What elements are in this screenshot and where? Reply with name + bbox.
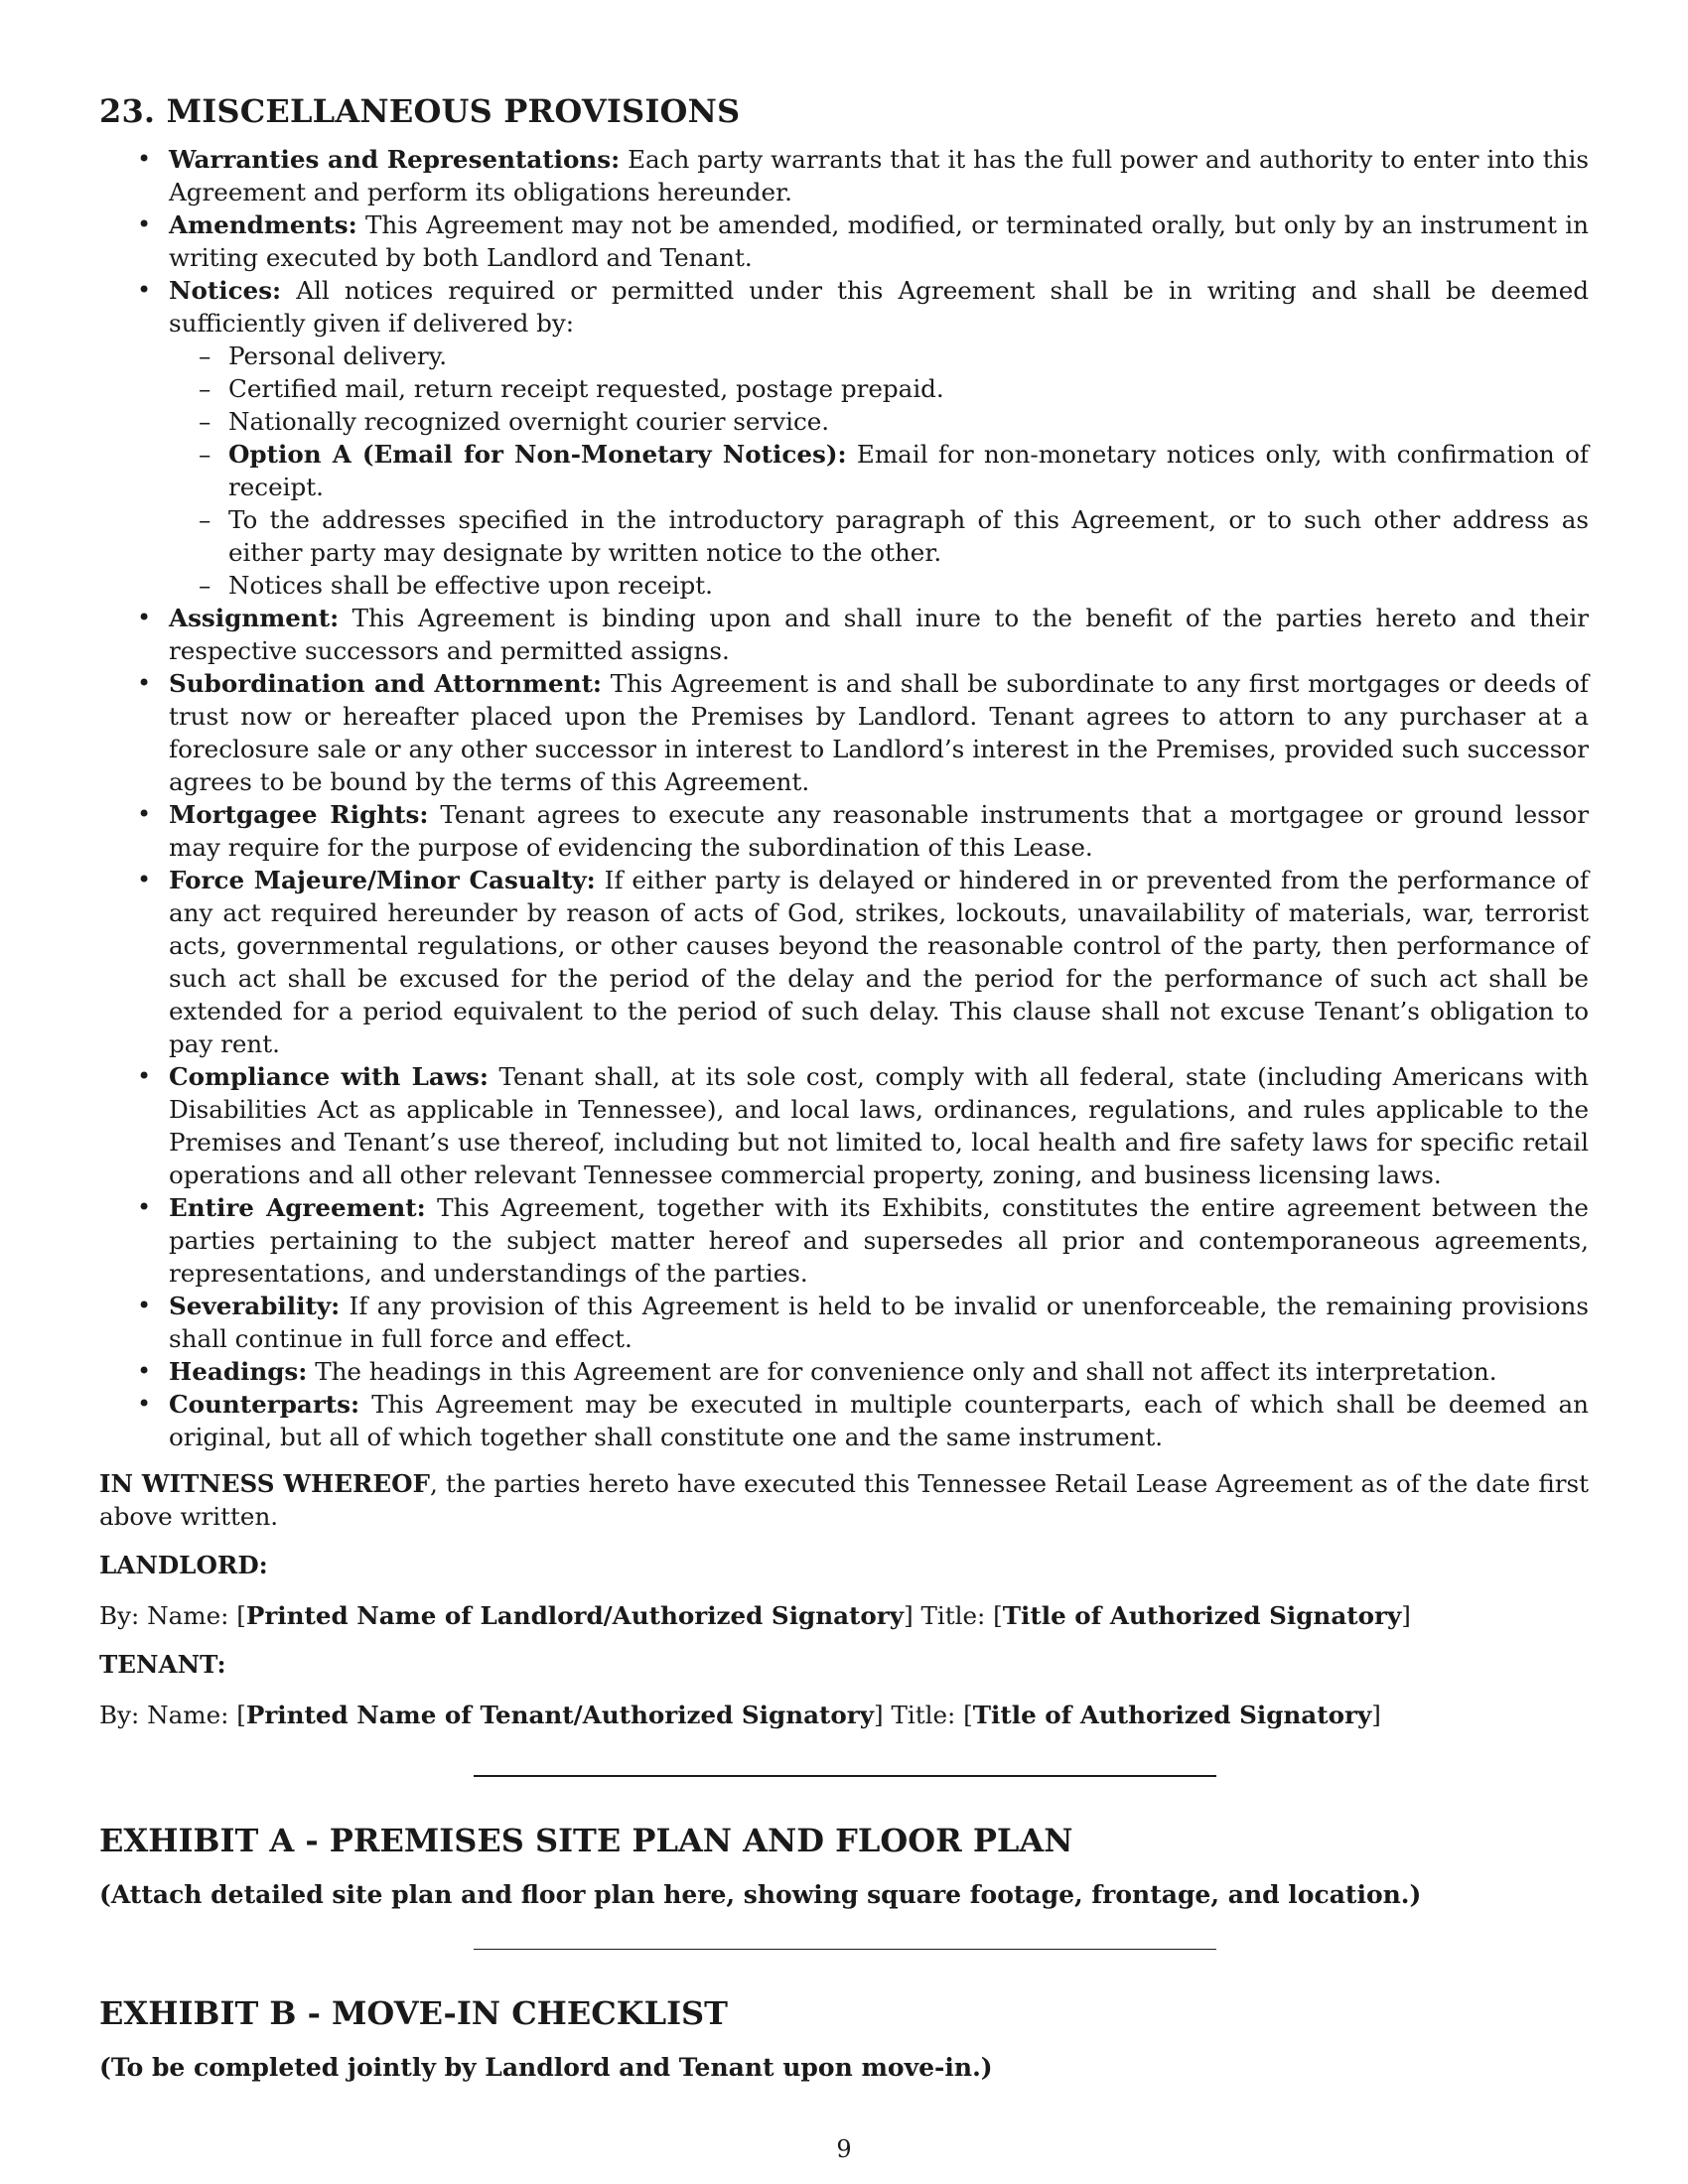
tenant-signature-line	[99, 1699, 1589, 1731]
tenant-title-placeholder: Title of Authorized Signatory	[972, 1701, 1372, 1729]
sub-list-item	[169, 503, 1589, 569]
page-content	[99, 91, 1589, 2084]
sub-item-text: To the addresses specified in the introductory paragraph of this Agreement, or to such other address as either party may designate by written notice to the other.	[228, 505, 1589, 567]
list-item	[99, 1290, 1589, 1355]
sub-list-item	[169, 372, 1589, 405]
list-item	[99, 1060, 1589, 1191]
divider-rule	[474, 1775, 1216, 1777]
item-text: If any provision of this Agreement is held to be invalid or unenforceable, the remaining provisions shall continue in full force and effect.	[169, 1292, 1589, 1353]
landlord-title-placeholder: Title of Authorized Signatory	[1002, 1601, 1402, 1630]
item-text: This Agreement may be executed in multiple counterparts, each of which shall be deemed an original, but all of which together shall constitute one and the same instrument.	[169, 1390, 1589, 1451]
sub-list-item	[169, 340, 1589, 372]
item-text: If either party is delayed or hindered in or prevented from the performance of any act required hereunder by reason of acts of God, strikes, lockouts, unavailability of materials, war, terrorist acts, governmental regulations, or other causes beyond the reasonable control of the party, then performance of such act shall be excused for the period of the delay and the period for the performance of such act shall be extended for a period equivalent to the period of such delay. This clause shall not excuse Tenant’s obligation to pay rent.	[169, 866, 1589, 1058]
tenant-by: By: Name: [	[99, 1701, 246, 1729]
list-item	[99, 1388, 1589, 1453]
item-text: All notices required or permitted under this Agreement shall be in writing and shall be deemed sufficiently given if delivered by:	[169, 276, 1589, 338]
landlord-by: By: Name: [	[99, 1601, 246, 1630]
sub-list-item	[169, 438, 1589, 503]
tenant-close: ]	[1371, 1701, 1381, 1729]
witness-bold: IN WITNESS WHEREOF	[99, 1469, 431, 1498]
list-item	[99, 143, 1589, 208]
item-text: Each party warrants that it has the full power and authority to enter into this Agreement and perform its obligations hereunder.	[169, 145, 1589, 206]
item-text: This Agreement may not be amended, modified, or terminated orally, but only by an instrument in writing executed by both Landlord and Tenant.	[169, 210, 1589, 272]
sub-item-text: Personal delivery.	[228, 341, 448, 370]
item-text: Tenant agrees to execute any reasonable instruments that a mortgagee or ground lessor may require for the purpose of evidencing the subordination of this Lease.	[169, 800, 1589, 862]
sub-item-text: Notices shall be effective upon receipt.	[228, 571, 713, 600]
list-item	[99, 602, 1589, 667]
list-item	[99, 274, 1589, 602]
list-item	[99, 208, 1589, 274]
tenant-name-placeholder: Printed Name of Tenant/Authorized Signatory	[245, 1701, 875, 1729]
item-label: Amendments:	[169, 210, 357, 239]
item-label: Counterparts:	[169, 1390, 360, 1419]
exhibit-a-note: (Attach detailed site plan and floor plan here, showing square footage, frontage, and location.)	[99, 1880, 1422, 1909]
item-text: The headings in this Agreement are for convenience only and shall not affect its interpretation.	[307, 1357, 1497, 1386]
list-item	[99, 667, 1589, 798]
item-text: This Agreement, together with its Exhibits, constitutes the entire agreement between the parties pertaining to the subject matter hereof and supersedes all prior and contemporaneous agreements, representations, and understandings of the parties.	[169, 1193, 1589, 1288]
item-text: Tenant shall, at its sole cost, comply with all federal, state (including Americans with Disabilities Act as applicable in Tennessee), and local laws, ordinances, regulations, and rules applicable to the Premises and Tenant’s use thereof, including but not limited to, local health and fire safety laws for specific retail operations and all other relevant Tennessee commercial property, zoning, and business licensing laws.	[169, 1062, 1589, 1189]
landlord-title-prefix: ] Title: [	[904, 1601, 1003, 1630]
item-text: This Agreement is binding upon and shall inure to the benefit of the parties hereto and their respective successors and permitted assigns.	[169, 604, 1589, 665]
landlord-signature-line	[99, 1599, 1589, 1632]
witness-paragraph	[99, 1467, 1589, 1533]
list-item	[99, 1355, 1589, 1388]
list-item	[99, 864, 1589, 1060]
item-label: Assignment:	[169, 604, 340, 632]
item-label: Compliance with Laws:	[169, 1062, 489, 1091]
item-label: Warranties and Representations:	[169, 145, 621, 174]
item-text: This Agreement is and shall be subordinate to any first mortgages or deeds of trust now or hereafter placed upon the Premises by Landlord. Tenant agrees to attorn to any purchaser at a foreclosure sale or any other successor in interest to Landlord’s interest in the Premises, provided such successor agrees to be bound by the terms of this Agreement.	[169, 669, 1589, 796]
page-number: 9	[836, 2135, 852, 2163]
item-label: Mortgagee Rights:	[169, 800, 429, 829]
item-label: Force Majeure/Minor Casualty:	[169, 866, 596, 894]
sub-item-text: Email for non-monetary notices only, with confirmation of receipt.	[228, 440, 1589, 501]
sub-item-text: Nationally recognized overnight courier service.	[228, 407, 830, 436]
list-item	[99, 1191, 1589, 1290]
item-label: Subordination and Attornment:	[169, 669, 603, 698]
sub-list-item	[169, 569, 1589, 602]
sub-item-label: Option A (Email for Non-Monetary Notices):	[228, 440, 847, 469]
tenant-label: TENANT:	[99, 1650, 226, 1679]
section-heading: 23. MISCELLANEOUS PROVISIONS	[99, 92, 741, 130]
item-label: Headings:	[169, 1357, 308, 1386]
item-label: Notices:	[169, 276, 282, 305]
provisions-list	[99, 143, 1589, 1453]
sub-item-text: Certified mail, return receipt requested, postage prepaid.	[228, 374, 944, 403]
exhibit-a-heading: EXHIBIT A - PREMISES SITE PLAN AND FLOOR PLAN	[99, 1822, 1073, 1859]
notice-methods-list	[169, 340, 1589, 602]
divider-rule	[474, 1949, 1216, 1950]
exhibit-b-note: (To be completed jointly by Landlord and Tenant upon move-in.)	[99, 2053, 993, 2082]
tenant-title-prefix: ] Title: [	[874, 1701, 973, 1729]
landlord-label: LANDLORD:	[99, 1551, 268, 1579]
list-item	[99, 798, 1589, 864]
landlord-name-placeholder: Printed Name of Landlord/Authorized Signatory	[245, 1601, 905, 1630]
exhibit-b-heading: EXHIBIT B - MOVE-IN CHECKLIST	[99, 1994, 728, 2032]
landlord-close: ]	[1401, 1601, 1411, 1630]
witness-text: , the parties hereto have executed this Tennessee Retail Lease Agreement as of the date first above written.	[99, 1469, 1589, 1531]
item-label: Entire Agreement:	[169, 1193, 426, 1222]
sub-list-item	[169, 405, 1589, 438]
item-label: Severability:	[169, 1292, 341, 1320]
